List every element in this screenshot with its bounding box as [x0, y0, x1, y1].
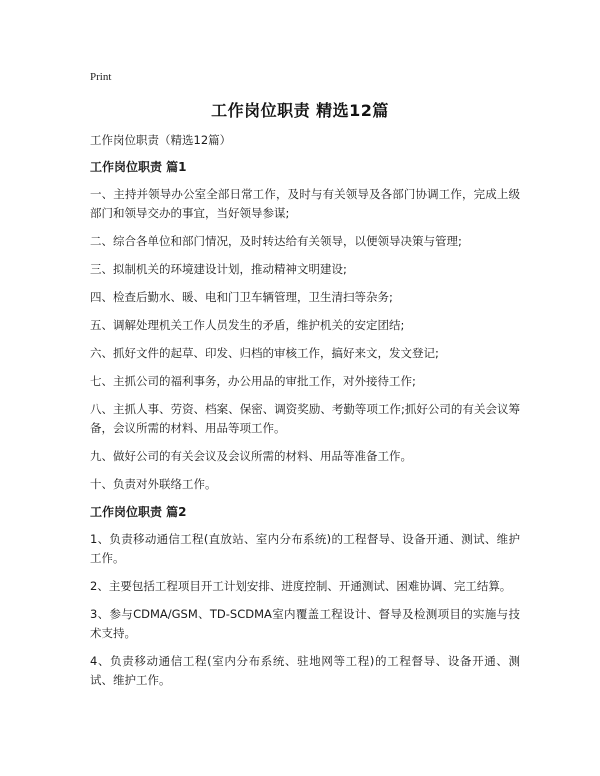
section-heading: 工作岗位职责 篇1 [90, 160, 187, 174]
document-subtitle: 工作岗位职责（精选12篇） [90, 133, 232, 147]
document-body [90, 131, 520, 699]
paragraph: 八、主抓人事、劳资、档案、保密、调资奖励、考勤等项工作;抓好公司的有关会议筹备，会议所需的材料、用品等项工作。 [90, 402, 520, 435]
paragraph: 七、主抓公司的福利事务，办公用品的审批工作，对外接待工作; [90, 374, 416, 388]
paragraph: 四、检查后勤水、暖、电和门卫车辆管理，卫生清扫等杂务; [90, 290, 393, 304]
paragraph: 2、主要包括工程项目开工计划安排、进度控制、开通测试、困难协调、完工结算。 [90, 579, 512, 593]
paragraph: 九、做好公司的有关会议及会议所需的材料、用品等准备工作。 [90, 449, 412, 463]
section-heading: 工作岗位职责 篇2 [90, 505, 187, 519]
paragraph: 五、调解处理机关工作人员发生的矛盾，维护机关的安定团结; [90, 318, 405, 332]
print-link[interactable]: Print [90, 71, 112, 83]
paragraph: 4、负责移动通信工程(室内分布系统、驻地网等工程)的工程督导、设备开通、测试、维护工作。 [90, 654, 520, 687]
page-title: 工作岗位职责 精选12篇 [211, 101, 389, 120]
paragraph: 1、负责移动通信工程(直放站、室内分布系统)的工程督导、设备开通、测试、维护工作。 [90, 532, 520, 565]
paragraph: 三、拟制机关的环境建设计划，推动精神文明建设; [90, 262, 347, 276]
paragraph: 六、抓好文件的起草、印发、归档的审核工作，搞好来文，发文登记; [90, 346, 439, 360]
paragraph: 一、主持并领导办公室全部日常工作，及时与有关领导及各部门协调工作，完成上级部门和领导交办的事宜，当好领导参谋; [90, 187, 520, 220]
paragraph: 十、负责对外联络工作。 [90, 477, 217, 491]
section-1 [90, 158, 520, 494]
section-2 [90, 503, 520, 690]
paragraph: 3、参与CDMA/GSM、TD-SCDMA室内覆盖工程设计、督导及检测项目的实施与技术支持。 [90, 607, 520, 640]
paragraph: 二、综合各单位和部门情况，及时转达给有关领导，以便领导决策与管理; [90, 234, 462, 248]
